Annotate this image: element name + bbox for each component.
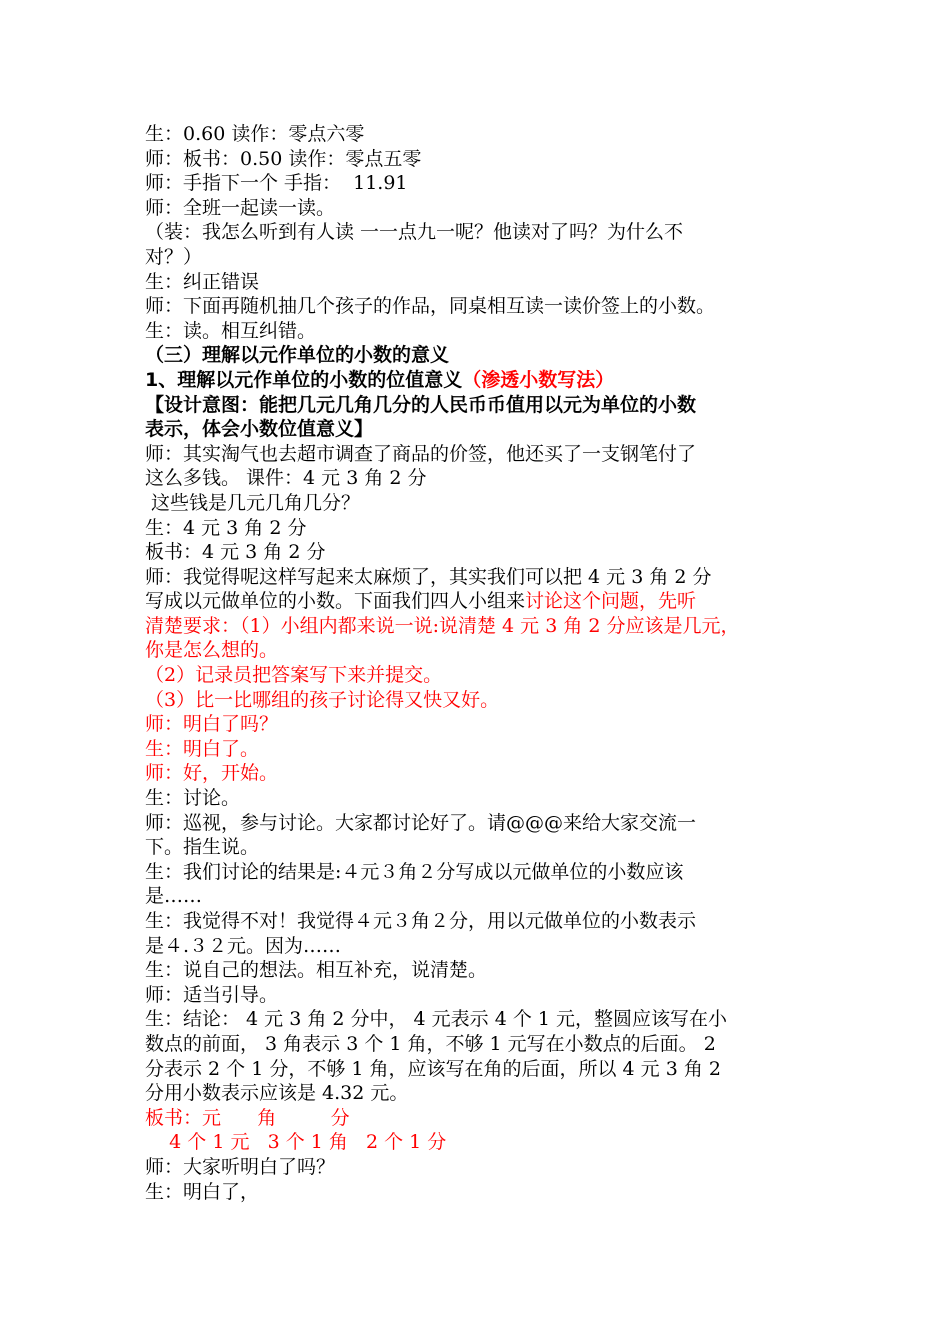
text-segment: 生：说自己的想法。相互补充，说清楚。 <box>145 959 488 982</box>
text-line <box>145 1007 817 1032</box>
heading-line <box>145 343 817 368</box>
text-line <box>145 786 817 811</box>
text-segment: 师：巡视，参与讨论。大家都讨论好了。请@@@来给大家交流一 <box>145 811 697 834</box>
text-segment: 生：讨论。 <box>145 787 241 810</box>
text-segment: 师：下面再随机抽几个孩子的作品，同桌相互读一读价签上的小数。 <box>145 295 716 318</box>
document-body <box>145 122 817 1204</box>
text-segment: 对？） <box>145 245 203 268</box>
highlighted-text: 师：明白了吗？ <box>145 713 279 736</box>
text-line <box>145 614 817 639</box>
highlighted-text: 生：明白了。 <box>145 737 260 760</box>
text-segment: 数点的前面， 3 角表示 3 个 1 角，不够 1 元写在小数点的后面。 2 <box>145 1032 716 1055</box>
text-line <box>145 442 817 467</box>
text-segment: 师：其实淘气也去超市调查了商品的价签，他还买了一支钢笔付了 <box>145 442 697 465</box>
text-line <box>145 122 817 147</box>
text-line <box>145 835 817 860</box>
text-segment: 生：我觉得不对！我觉得４元３角２分，用以元做单位的小数表示 <box>145 910 697 932</box>
text-segment: 【设计意图：能把几元几角几分的人民币币值用以元为单位的小数 <box>145 393 697 416</box>
text-segment: 写成以元做单位的小数。下面我们四人小组来 <box>145 590 526 613</box>
text-line <box>145 1057 817 1082</box>
text-line <box>145 811 817 836</box>
text-segment: 师：全班一起读一读。 <box>145 196 336 219</box>
text-line <box>145 761 817 786</box>
text-line <box>145 663 817 688</box>
text-segment: 生：明白了， <box>145 1180 260 1203</box>
text-segment: 生：读。相互纠错。 <box>145 319 317 342</box>
text-segment: 表示，体会小数位值意义】 <box>145 418 374 441</box>
highlighted-text: 清楚要求：（1）小组内都来说一说:说清楚 4 元 3 角 2 分应该是几元， <box>145 614 740 637</box>
text-line <box>145 860 817 885</box>
heading-line <box>145 417 817 442</box>
text-segment: 1、理解以元作单位的小数的位值意义 <box>145 368 463 391</box>
text-line <box>145 737 817 762</box>
text-segment: 生：结论： 4 元 3 角 2 分中， 4 元表示 4 个 1 元，整圆应该写在小 <box>145 1008 728 1031</box>
text-line <box>145 589 817 614</box>
text-line <box>145 319 817 344</box>
text-segment: 师：板书：0.50 读作：零点五零 <box>145 147 422 170</box>
text-line <box>145 196 817 221</box>
text-line <box>145 1130 817 1155</box>
text-line <box>145 1032 817 1057</box>
text-segment: 师：我觉得呢这样写起来太麻烦了，其实我们可以把 4 元 3 角 2 分 <box>145 565 712 588</box>
heading-line <box>145 368 817 393</box>
text-line <box>145 540 817 565</box>
text-segment: 是…… <box>145 885 203 908</box>
text-segment: 师：手指下一个 手指： 11.91 <box>145 172 408 195</box>
text-segment: 生：我们讨论的结果是:４元３角２分写成以元做单位的小数应该 <box>145 860 684 883</box>
highlighted-text: （3）比一比哪组的孩子讨论得又快又好。 <box>145 688 500 711</box>
text-segment: 板书：4 元 3 角 2 分 <box>145 541 326 564</box>
text-line <box>145 565 817 590</box>
highlighted-text: 板书：元 角 分 <box>145 1106 350 1129</box>
text-line <box>145 1155 817 1180</box>
highlighted-text: 讨论这个问题，先听 <box>525 590 697 613</box>
text-segment: 是４.３２元。因为…… <box>145 934 342 957</box>
text-line <box>145 958 817 983</box>
text-segment: 生：0.60 读作：零点六零 <box>145 123 365 145</box>
text-line <box>145 688 817 713</box>
text-line <box>145 638 817 663</box>
text-segment: （装：我怎么听到有人读 一一点九一呢？他读对了吗？为什么不 <box>145 221 684 244</box>
text-segment: 这么多钱。 课件：4 元 3 角 2 分 <box>145 467 427 490</box>
highlighted-text: 师：好，开始。 <box>145 762 279 785</box>
text-segment: 分表示 2 个 1 分，不够 1 角，应该写在角的后面，所以 4 元 3 角 2 <box>145 1057 721 1080</box>
highlighted-text: （渗透小数写法） <box>462 368 615 391</box>
text-line <box>145 934 817 959</box>
text-line <box>145 220 817 245</box>
text-line <box>145 270 817 295</box>
text-line <box>145 712 817 737</box>
text-segment: （三）理解以元作单位的小数的意义 <box>145 344 450 367</box>
text-line <box>145 171 817 196</box>
text-line <box>145 466 817 491</box>
highlighted-text: （2）记录员把答案写下来并提交。 <box>145 664 443 687</box>
text-segment: 这些钱是几元几角几分？ <box>145 491 361 514</box>
text-line <box>145 294 817 319</box>
highlighted-text: 你是怎么想的。 <box>145 639 279 662</box>
text-segment: 生：4 元 3 角 2 分 <box>145 516 307 539</box>
text-line <box>145 1180 817 1205</box>
heading-line <box>145 393 817 418</box>
text-segment: 师：适当引导。 <box>145 983 279 1006</box>
text-line <box>145 1106 817 1131</box>
text-segment: 师：大家听明白了吗？ <box>145 1155 336 1178</box>
text-line <box>145 983 817 1008</box>
text-segment: 生：纠正错误 <box>145 270 260 293</box>
text-segment: 分用小数表示应该是 4.32 元。 <box>145 1082 409 1105</box>
text-segment: 下。指生说。 <box>145 836 260 859</box>
text-line <box>145 245 817 270</box>
highlighted-text: 4 个 1 元 3 个 1 角 2 个 1 分 <box>145 1131 447 1154</box>
text-line <box>145 147 817 172</box>
text-line <box>145 909 817 934</box>
text-line <box>145 884 817 909</box>
text-line <box>145 516 817 541</box>
text-line <box>145 1081 817 1106</box>
text-line <box>145 491 817 516</box>
